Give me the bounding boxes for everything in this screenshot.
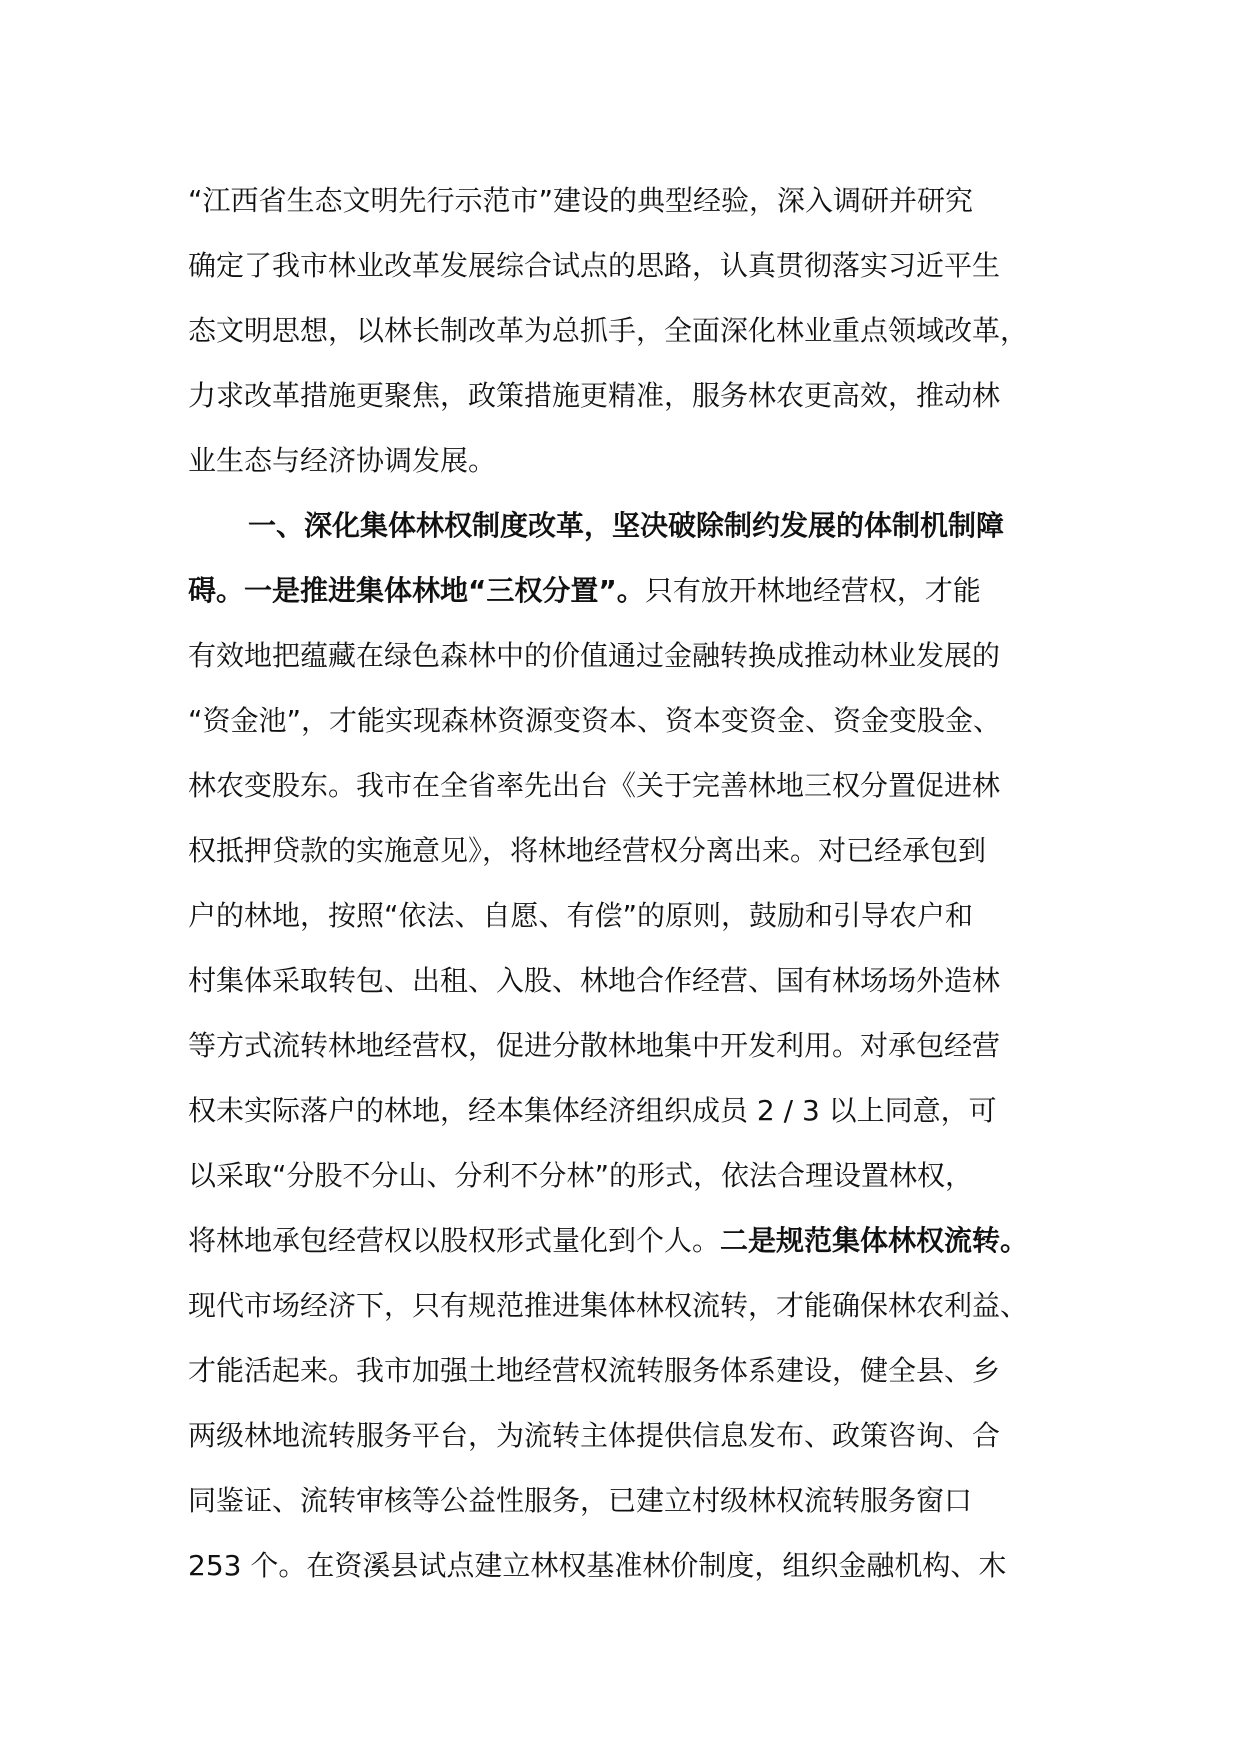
text-segment: 将林地承包经营权以股权形式量化到个人。	[188, 1224, 721, 1257]
text-line	[188, 1403, 1068, 1468]
text-segment: 才能活起来。我市加强土地经营权流转服务体系建设，健全县、乡	[188, 1354, 1001, 1387]
text-segment: 权未实际落户的林地，经本集体经济组织成员 2 / 3 以上同意，可	[188, 1094, 997, 1127]
text-line	[188, 558, 1068, 623]
text-line	[188, 818, 1068, 883]
text-line	[188, 1468, 1068, 1533]
text-segment: 确定了我市林业改革发展综合试点的思路，认真贯彻落实习近平生	[188, 249, 1001, 282]
text-line	[188, 948, 1068, 1013]
text-segment: 现代市场经济下，只有规范推进集体林权流转，才能确保林农利益、	[188, 1289, 1029, 1322]
text-line	[188, 298, 1068, 363]
text-line	[188, 688, 1068, 753]
bold-text-segment: 碍。一是推进集体林地“三权分置”。	[188, 574, 645, 607]
text-line	[188, 168, 1068, 233]
text-segment: 力求改革措施更聚焦，政策措施更精准，服务林农更高效，推动林	[188, 379, 1001, 412]
bold-text-segment: 一、深化集体林权制度改革，坚决破除制约发展的体制机制障	[248, 509, 1005, 542]
text-line	[188, 1143, 1068, 1208]
text-segment: 等方式流转林地经营权，促进分散林地集中开发利用。对承包经营	[188, 1029, 1001, 1062]
text-segment: 权抵押贷款的实施意见》，将林地经营权分离出来。对已经承包到	[188, 834, 987, 867]
text-segment: 态文明思想，以林长制改革为总抓手，全面深化林业重点领域改革，	[188, 314, 1029, 347]
text-line	[188, 428, 1068, 493]
text-line	[188, 1533, 1068, 1598]
bold-text-segment: 二是规范集体林权流转。	[720, 1224, 1029, 1257]
text-line	[188, 233, 1068, 298]
text-line	[188, 753, 1068, 818]
text-segment: 业生态与经济协调发展。	[188, 444, 497, 477]
text-line	[188, 883, 1068, 948]
text-segment: “江西省生态文明先行示范市”建设的典型经验，深入调研并研究	[188, 184, 974, 217]
text-segment: 同鉴证、流转审核等公益性服务，已建立村级林权流转服务窗口	[188, 1484, 973, 1517]
text-line	[188, 1273, 1068, 1338]
body-text	[188, 168, 1068, 1598]
text-line	[188, 363, 1068, 428]
text-line	[188, 1338, 1068, 1403]
text-line	[188, 493, 1068, 558]
text-line	[188, 1078, 1068, 1143]
text-segment: 户的林地，按照“依法、自愿、有偿”的原则，鼓励和引导农户和	[188, 899, 974, 932]
text-segment: 两级林地流转服务平台，为流转主体提供信息发布、政策咨询、合	[188, 1419, 1001, 1452]
text-segment: 有效地把蕴藏在绿色森林中的价值通过金融转换成推动林业发展的	[188, 639, 1001, 672]
text-line	[188, 623, 1068, 688]
text-segment: 村集体采取转包、出租、入股、林地合作经营、国有林场场外造林	[188, 964, 1001, 997]
text-segment: 253 个。在资溪县试点建立林权基准林价制度，组织金融机构、木	[188, 1549, 1007, 1582]
text-segment: 只有放开林地经营权，才能	[644, 574, 981, 607]
text-line	[188, 1208, 1068, 1273]
text-line	[188, 1013, 1068, 1078]
text-segment: 以采取“分股不分山、分利不分林”的形式，依法合理设置林权，	[188, 1159, 974, 1192]
text-segment: “资金池”，才能实现森林资源变资本、资本变资金、资金变股金、	[188, 704, 1002, 737]
text-segment: 林农变股东。我市在全省率先出台《关于完善林地三权分置促进林	[188, 769, 1001, 802]
